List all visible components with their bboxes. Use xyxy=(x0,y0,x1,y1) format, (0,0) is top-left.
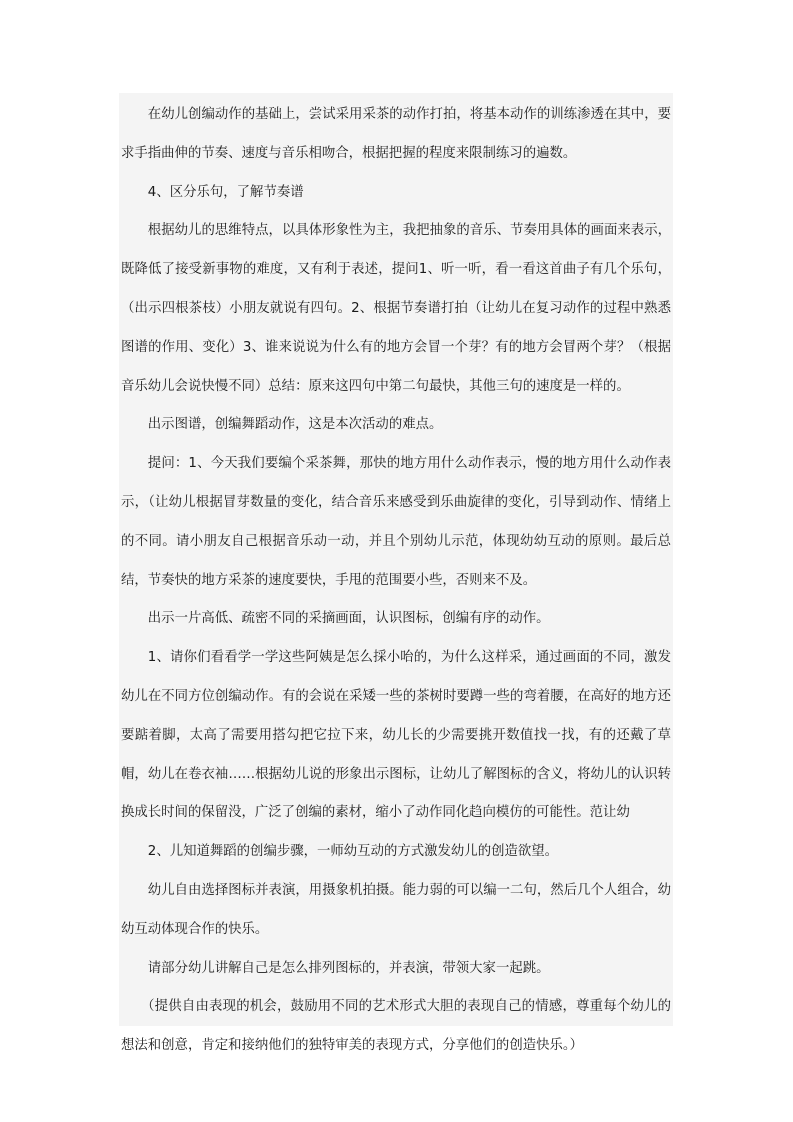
paragraph-11: （提供自由表现的机会，鼓励用不同的艺术形式大胆的表现自己的情感，尊重每个幼儿的想法和创意，肯定和接纳他们的独特审美的表现方式，分享他们的创造快乐。） xyxy=(121,999,671,1054)
paragraph-7: 1、请你们看看学一学这些阿姨是怎么採小咍的，为什么这样采，通过画面的不同，激发幼儿在不同方位创编动作。有的会说在采矮一些的茶树时要蹲一些的弯着腰，在高好的地方还要踮着脚，太高了需要用搭勾把它拉下来，幼儿长的少需要挑开数值找一找，有的还戴了草帽，幼儿在卷衣袖……根据幼儿说的形象出示图标，让幼儿了解图标的含义，将幼儿的认识转换成长时间的保留没，广泛了创编的素材，缩小了动作同化趋向模仿的可能性。范让幼 xyxy=(121,650,671,821)
paragraph-6: 出示一片高低、疏密不同的采摘画面，认识图标，创编有序的动作。 xyxy=(147,611,550,627)
paragraph-10: 请部分幼儿讲解自己是怎么排列图标的，并表演，带领大家一起跳。 xyxy=(147,960,550,976)
paragraph-4: 出示图谱，创编舞蹈动作，这是本次活动的难点。 xyxy=(147,417,443,433)
paragraph-3: 根据幼儿的思维特点，以具体形象性为主，我把抽象的音乐、节奏用具体的画面来表示，既降低了接受新事物的难度，又有利于表述，提问1、听一听，看一看这首曲子有几个乐句，（出示四根茶枝）小朋友就说有四句。2、根据节奏谱打拍（让幼儿在复习动作的过程中熟悉图谱的作用、变化）3、谁来说说为什么有的地方会冒一个芽？有的地方会冒两个芽？（根据音乐幼儿会说快慢不同）总结：原来这四句中第二句最快，其他三句的速度是一样的。 xyxy=(121,223,671,394)
document-body xyxy=(119,93,673,1054)
paragraph-9: 幼儿自由选择图标并表演，用摄象机拍摄。能力弱的可以编一二句，然后几个人组合，幼幼互动体现合作的快乐。 xyxy=(121,882,671,937)
paragraph-2-heading: 4、区分乐句，了解节奏谱 xyxy=(147,184,304,200)
paragraph-1: 在幼儿创编动作的基础上，尝试采用采茶的动作打拍，将基本动作的训练渗透在其中，要求手指曲伸的节奏、速度与音乐相吻合，根据把握的程度来限制练习的遍数。 xyxy=(121,107,671,161)
paragraph-5: 提问：1、今天我们要编个采茶舞，那快的地方用什么动作表示，慢的地方用什么动作表示，（让幼儿根据冒芽数量的变化，结合音乐来感受到乐曲旋律的变化，引导到动作、情绪上的不同。请小朋友自己根据音乐动一动，并且个别幼儿示范，体现幼幼互动的原则。最后总结，节奏快的地方采茶的速度要快，手甩的范围要小些，否则来不及。 xyxy=(121,456,671,588)
paragraph-8: 2、儿知道舞蹈的创编步骤，一师幼互动的方式激发幼儿的创造欲望。 xyxy=(147,844,559,860)
